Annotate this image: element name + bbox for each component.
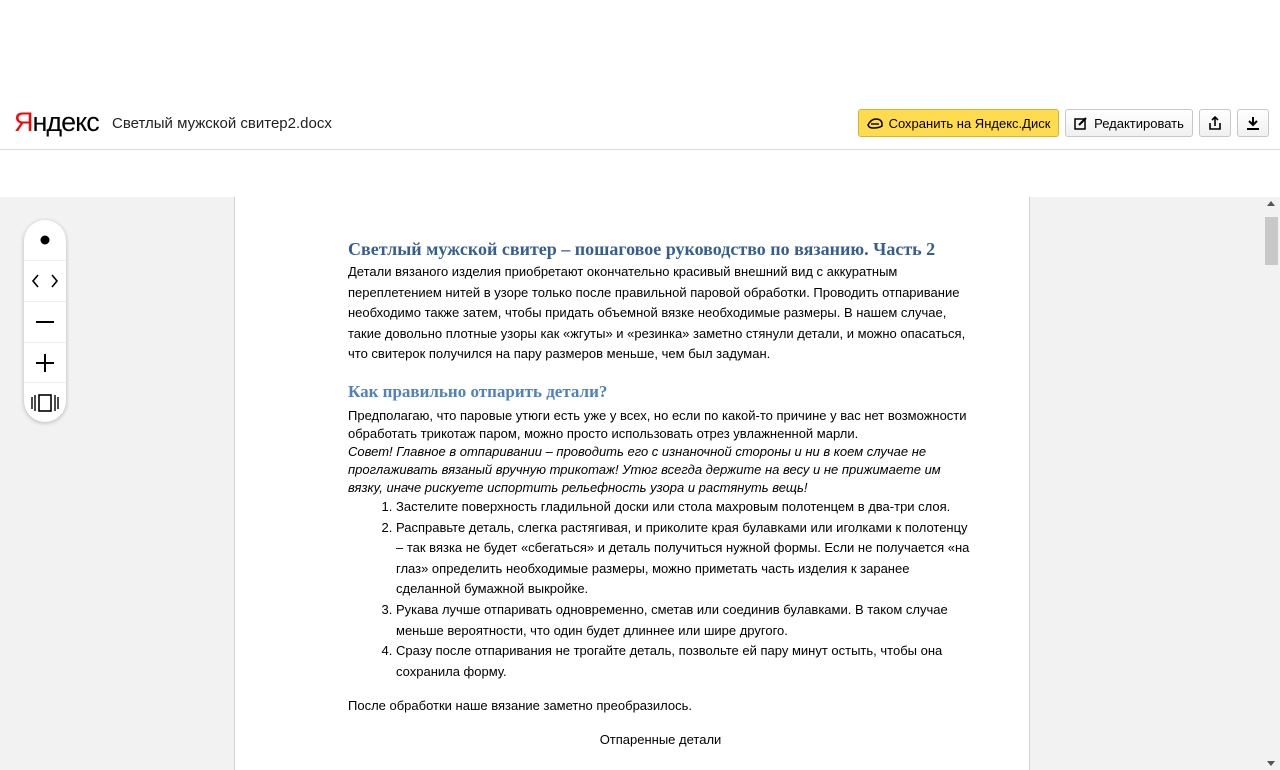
document-viewport[interactable] [0,197,1280,770]
zoom-in-button[interactable] [24,342,66,383]
download-button[interactable] [1237,109,1269,137]
intro-paragraph: Детали вязаного изделия приобретают окончательно красивый внешний вид с аккуратным переплетением нитей в узоре только после правильной паровой обработки. Проводить отпаривание необходимо также затем, чтобы придать объемной вязке необходимые размеры. В нашем случае, такие довольно плотные узоры как «жгуты» и «резинка» заметно стянули детали, и можно опасаться, что свитерок получился на пару размеров меньше, чем был задуман. [348,264,966,362]
page-dot-button[interactable] [24,220,66,260]
section-paragraph: Предполагаю, что паровые утюги есть уже у всех, но если по какой-то причине у вас нет возможности обработать трикотаж паром, можно просто использовать отрез увлажненной марли. [348,407,967,441]
save-to-disk-label: Сохранить на Яндекс.Диск [888,115,1051,131]
document-filename: Светлый мужской свитер2.docx [112,115,332,132]
download-icon [1246,116,1260,130]
image-caption: Отпаренные детали [599,732,722,748]
logo-first-letter: Я [14,107,33,137]
viewer-header [0,98,1280,150]
edit-label: Редактировать [1094,115,1184,131]
dot-icon [39,234,51,246]
share-icon [1208,116,1222,130]
scroll-down-icon[interactable] [1267,761,1275,766]
logo-rest: ндекс [32,107,99,137]
tip-paragraph: Совет! Главное в отпаривании – проводить его с изнаночной стороны и ни в коем случае не проглаживать вязаный вручную трикотаж! Утюг всегда держите на весу и не прижимаете им вязку, иначе рискуете испортить рельефность узора и растянуть вещь! [348,443,941,495]
scrollbar-thumb[interactable] [1265,217,1278,265]
zoom-out-button[interactable] [24,301,66,342]
scroll-up-icon[interactable] [1267,201,1275,206]
list-item: 4. Сразу после отпаривания не трогайте деталь, позвольте ей пару минут остыть, чтобы она сохранила форму. [396,641,973,682]
zoom-in-icon [35,353,55,373]
prev-next-icon [30,273,60,289]
edit-icon [1074,116,1088,130]
top-blank-area [0,0,1280,98]
save-to-disk-button[interactable] [858,109,1059,137]
after-paragraph: После обработки наше вязание заметно преобразилось. [348,698,692,714]
share-button[interactable] [1199,109,1231,137]
list-item: 1. Застелите поверхность гладильной доски или стола махровым полотенцем в два-три слоя. [396,497,973,518]
page-content [348,237,973,750]
yandex-logo[interactable] [14,107,99,138]
sub-toolbar-area [0,150,1280,196]
document-title: Светлый мужской свитер – пошаговое руководство по вязанию. Часть 2 [348,239,936,259]
steps-list [348,497,973,682]
list-item: 2. Расправьте деталь, слегка растягивая, и приколите края булавками или иголками к полотенцу – так вязка не будет «сбегаться» и деталь получиться нужной формы. Если не получается «на глаз» определить необходимые размеры, можно приметать часть изделия к заранее сделанной бумажной выкройке. [396,518,973,600]
list-item: 3. Рукава лучше отпаривать одновременно, сметав или соединив булавками. В таком случае меньше вероятности, что один будет длиннее или шире другого. [396,600,973,641]
fit-page-icon [30,394,60,412]
document-page [234,197,1030,770]
edit-button[interactable] [1065,109,1193,137]
fit-page-button[interactable] [24,382,66,423]
disk-icon [867,117,883,129]
section-heading: Как правильно отпарить детали? [348,381,608,401]
viewer-toolbar [24,220,66,422]
prev-next-button[interactable] [24,260,66,301]
vertical-scrollbar[interactable] [1263,197,1280,770]
zoom-out-icon [35,312,55,332]
